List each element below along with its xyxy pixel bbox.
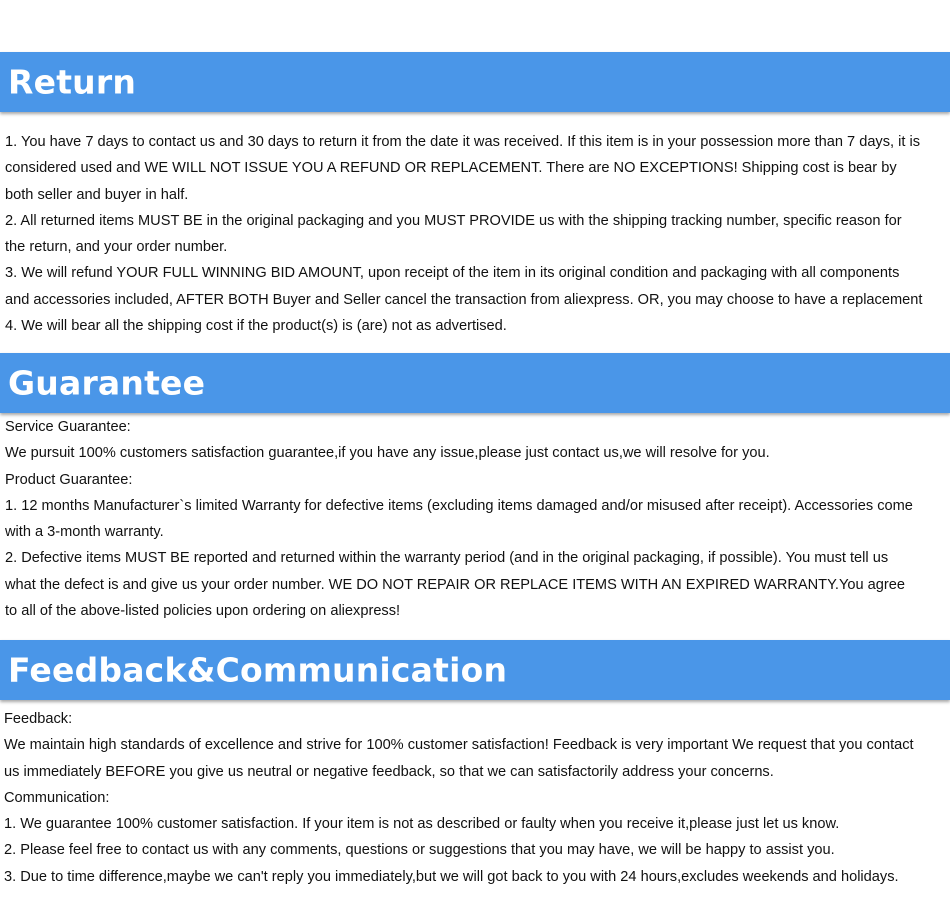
guarantee-line: to all of the above-listed policies upon ordering on aliexpress! [5, 603, 401, 620]
guarantee-section-body [5, 414, 950, 624]
feedback-line: We maintain high standards of excellence and strive for 100% customer satisfaction! Feedback is very important We request that you contact [4, 737, 914, 754]
feedback-section-body [4, 706, 949, 890]
guarantee-line: Product Guarantee: [5, 471, 133, 488]
guarantee-section-title: Guarantee [8, 363, 206, 403]
return-line: 3. We will refund YOUR FULL WINNING BID AMOUNT, upon receipt of the item in its original condition and packaging with all components [5, 265, 900, 282]
feedback-line: 3. Due to time difference,maybe we can't reply you immediately,but we will got back to you with 24 hours,excludes weekends and holidays. [4, 868, 899, 885]
guarantee-line: with a 3-month warranty. [5, 524, 164, 541]
return-line: both seller and buyer in half. [5, 186, 189, 203]
return-section-header [0, 52, 950, 112]
guarantee-section-header [0, 353, 950, 413]
guarantee-line: Service Guarantee: [5, 419, 131, 435]
return-line: 1. You have 7 days to contact us and 30 days to return it from the date it was received. If this item is in your possession more than 7 days, it is [5, 134, 921, 150]
return-line: considered used and WE WILL NOT ISSUE YOU A REFUND OR REPLACEMENT. There are NO EXCEPTIONS! Shipping cost is bear by [5, 160, 897, 177]
return-line: 4. We will bear all the shipping cost if the product(s) is (are) not as advertised. [5, 318, 507, 335]
return-section-body [5, 129, 950, 339]
guarantee-line: We pursuit 100% customers satisfaction guarantee,if you have any issue,please just contact us,we will resolve for you. [5, 445, 770, 462]
guarantee-line: 1. 12 months Manufacturer`s limited Warranty for defective items (excluding items damaged and/or misused after receipt). Accessories come [5, 497, 913, 514]
feedback-line: us immediately BEFORE you give us neutral or negative feedback, so that we can satisfactorily address your concerns. [4, 763, 774, 780]
feedback-section-title: Feedback&Communication [8, 650, 508, 690]
return-section-title: Return [8, 62, 137, 102]
feedback-line: Communication: [4, 789, 110, 806]
guarantee-line: 2. Defective items MUST BE reported and returned within the warranty period (and in the original packaging, if possible). You must tell us [5, 550, 889, 567]
guarantee-line: what the defect is and give us your order number. WE DO NOT REPAIR OR REPLACE ITEMS WITH AN EXPIRED WARRANTY.You agree [5, 576, 905, 593]
return-line: and accessories included, AFTER BOTH Buyer and Seller cancel the transaction from aliexpress. OR, you may choose to have a replacement [5, 291, 923, 308]
return-line: 2. All returned items MUST BE in the original packaging and you MUST PROVIDE us with the shipping tracking number, specific reason for [5, 212, 902, 229]
feedback-line: 1. We guarantee 100% customer satisfaction. If your item is not as described or faulty when you receive it,please just let us know. [4, 816, 840, 833]
feedback-line: 2. Please feel free to contact us with any comments, questions or suggestions that you may have, we will be happy to assist you. [4, 842, 835, 859]
feedback-line: Feedback: [4, 711, 73, 727]
feedback-section-header [0, 640, 950, 700]
return-line: the return, and your order number. [5, 239, 228, 256]
